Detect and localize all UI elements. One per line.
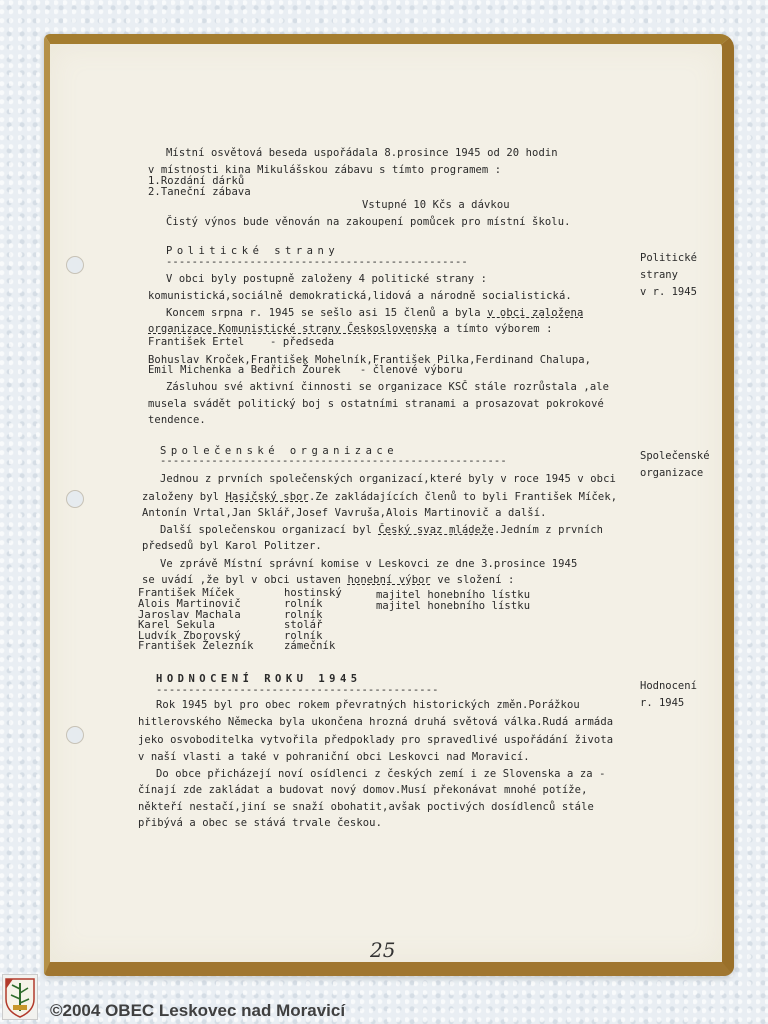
member-role: rolník [284, 598, 323, 610]
member-role: hostinský [284, 587, 342, 599]
paragraph-line: Zásluhou své aktivní činnosti se organizace KSČ stále rozrůstala ,ale [166, 381, 610, 393]
member-note: majitel honebního lístku [376, 589, 531, 601]
paragraph-line: hitlerovského Německa byla ukončena hrozná druhá světová válka.Rudá armáda [138, 716, 614, 728]
member-name: Ludvík Zborovský [138, 630, 241, 642]
member-role: rolník [284, 609, 323, 621]
punch-hole [66, 726, 84, 744]
section-heading: Politické strany [166, 245, 340, 257]
paragraph-line: musela svádět politický boj s ostatními stranami a prosazovat pokrokové [148, 398, 604, 410]
paragraph-line: založeny byl Hasičský sbor.Ze zakládajících členů to byli František Míček, [142, 491, 618, 503]
punch-hole [66, 256, 84, 274]
paragraph-line: Rok 1945 byl pro obec rokem převratných historických změn.Porážkou [156, 699, 580, 711]
paragraph-line: přibývá a obec se stává trvale českou. [138, 817, 383, 829]
intro-line: v místnosti kina Mikulášskou zábavu s tímto programem : [148, 164, 502, 176]
member-name: Jaroslav Machala [138, 609, 241, 621]
paragraph-line: jeko osvoboditelka vytvořila předpoklady pro spravedlivé uspořádání života [138, 734, 614, 746]
paragraph-line: Další společenskou organizací byl Český svaz mládeže.Jedním z prvních [160, 524, 604, 536]
margin-note: Společenské organizace [640, 450, 710, 479]
member-name: František Míček [138, 587, 235, 599]
section-heading: Společenské organizace [160, 445, 399, 457]
copyright-watermark: ©2004 OBEC Leskovec nad Moravicí [50, 1001, 346, 1020]
section-heading: HODNOCENÍ ROKU 1945 [156, 673, 362, 685]
member-note: majitel honebního lístku [376, 600, 531, 612]
paragraph-line: čínají zde zakládat a budovat nový domov.Musí překonávat mnohé potíže, [138, 784, 588, 796]
intro-line: Místní osvětová beseda uspořádala 8.prosince 1945 od 20 hodin [166, 147, 558, 159]
margin-note: Hodnocení r. 1945 [640, 680, 697, 709]
heading-rule: -------------------------------------------- [156, 684, 439, 696]
paragraph-line: se uvádí ,že byl v obci ustaven honební výbor ve složení : [142, 574, 515, 586]
member-name: Karel Sekula [138, 619, 216, 631]
intro-line: Vstupné 10 Kčs a dávkou [362, 199, 510, 211]
heading-rule: ----------------------------------------------- [166, 256, 468, 268]
coat-of-arms-icon [2, 974, 38, 1020]
committee-line: Emil Michenka a Bedřich Žourek - členové výboru [148, 364, 463, 376]
member-role: stolář [284, 619, 323, 631]
paragraph-line: organizace Komunistické strany Československa a tímto výborem : [148, 323, 553, 335]
paragraph-line: Antonín Vrtal,Jan Sklář,Josef Vavruša,Alois Martinovič a další. [142, 507, 547, 519]
member-name: František Železník [138, 640, 254, 652]
paragraph-line: komunistická,sociálně demokratická,lidová a národně socialistická. [148, 290, 572, 302]
committee-line: Bohuslav Kroček,František Mohelník,František Pilka,Ferdinand Chalupa, [148, 354, 592, 366]
paragraph-line: Koncem srpna r. 1945 se sešlo asi 15 členů a byla v obci založena [166, 307, 584, 319]
intro-line: Čistý výnos bude věnován na zakoupení pomůcek pro místní školu. [166, 216, 571, 228]
paragraph-line: Jednou z prvních společenských organizací,které byly v roce 1945 v obci [160, 473, 616, 485]
member-name: Alois Martinovič [138, 598, 241, 610]
punch-hole [66, 490, 84, 508]
paragraph-line: předsedů byl Karol Politzer. [142, 540, 322, 552]
program-item: 2.Taneční zábava [148, 186, 251, 198]
member-role: zámečník [284, 640, 336, 652]
member-role: rolník [284, 630, 323, 642]
program-item: 1.Rozdání dárků [148, 175, 245, 187]
paragraph-line: V obci byly postupně založeny 4 politické strany : [166, 273, 488, 285]
paragraph-line: Do obce přicházejí noví osídlenci z českých zemí i ze Slovenska a za - [156, 768, 606, 780]
committee-line: František Ertel - předseda [148, 336, 335, 348]
margin-note: Politické strany v r. 1945 [640, 252, 697, 298]
paragraph-line: tendence. [148, 414, 206, 426]
heading-rule: ------------------------------------------------------ [160, 455, 507, 467]
paragraph-line: Ve zprávě Místní správní komise v Leskovci ze dne 3.prosince 1945 [160, 558, 578, 570]
page-number: 25 [370, 938, 396, 962]
paragraph-line: někteří nestačí,jiní se snaží obohatit,avšak poctivých dosídlenců stále [138, 801, 594, 813]
paragraph-line: v naší vlasti a také v pohraniční obci Leskovci nad Moravicí. [138, 751, 530, 763]
